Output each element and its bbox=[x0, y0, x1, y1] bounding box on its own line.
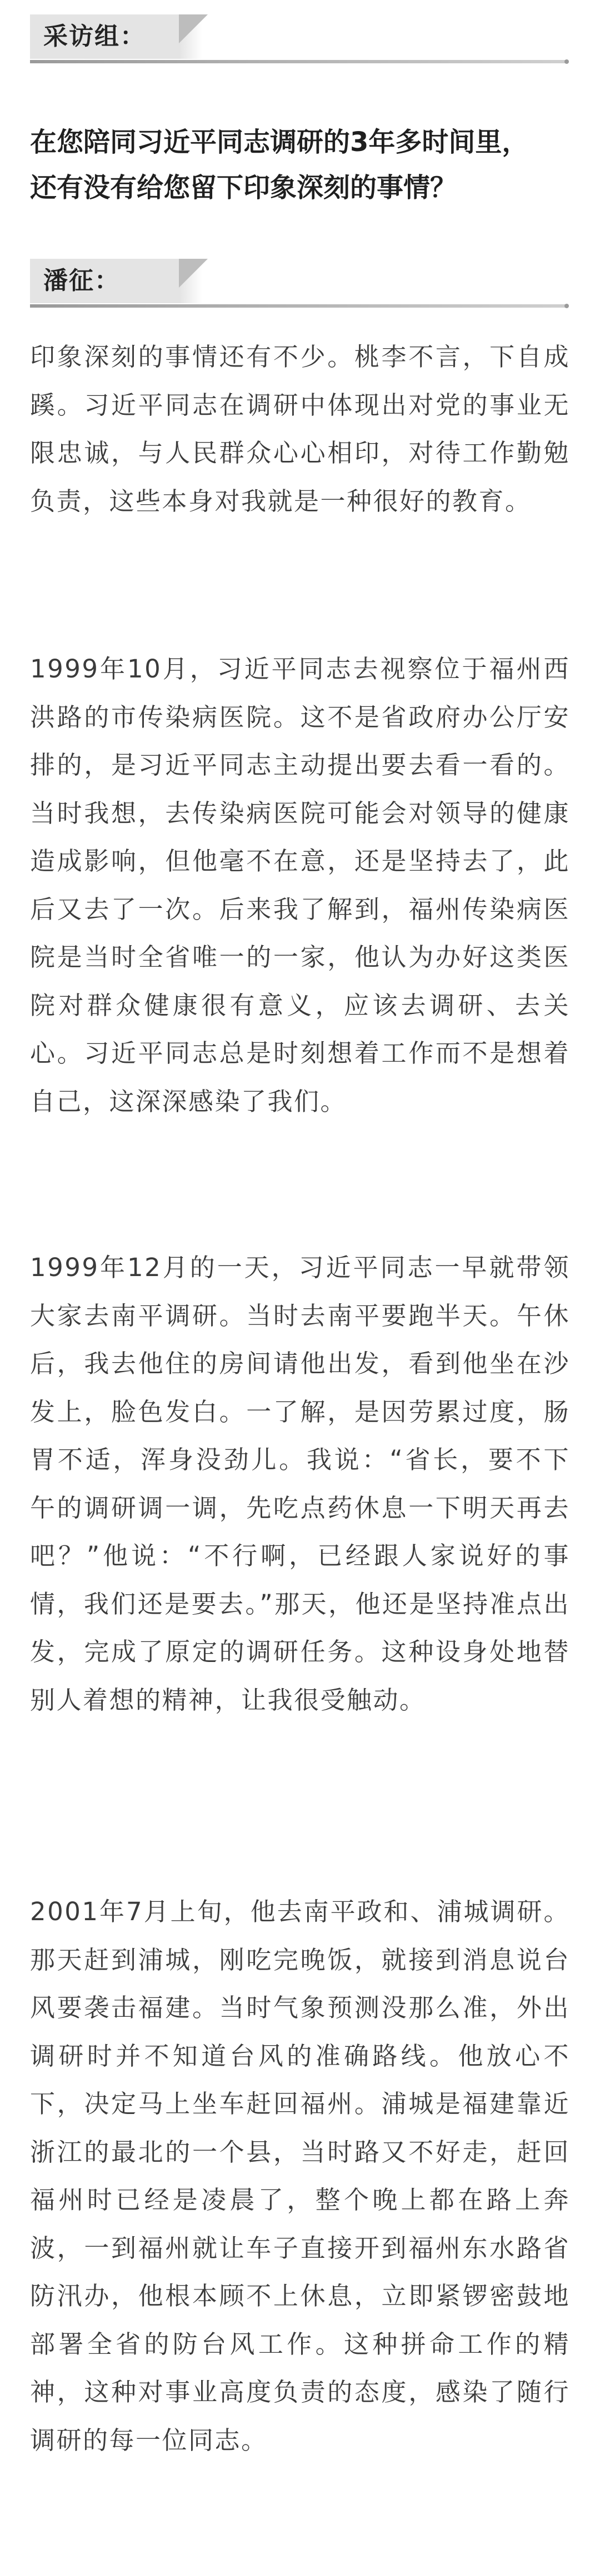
interviewer-tag-block bbox=[30, 14, 570, 76]
divider-end-dot bbox=[564, 59, 569, 64]
answer-paragraph-2: 1999年10月，习近平同志去视察位于福州西洪路的市传染病医院。这不是省政府办公厅安排的，是习近平同志主动提出要去看一看的。当时我想，去传染病医院可能会对领导的健康造成影响，但他毫不在意，还是坚持去了，此后又去了一次。后来我了解到，福州传染病医院是当时全省唯一的一家，他认为办好这类医院对群众健康很有意义，应该去调研、去关心。习近平同志总是时刻想着工作而不是想着自己，这深深感染了我们。 bbox=[30, 654, 570, 1116]
divider-end-dot bbox=[564, 304, 569, 308]
divider-rule bbox=[30, 60, 567, 63]
interviewer-label: 采访组： bbox=[30, 14, 180, 59]
question-line-1: 在您陪同习近平同志调研的3年多时间里， bbox=[30, 127, 529, 158]
folded-corner-icon bbox=[179, 259, 208, 288]
answer-paragraph-1: 印象深刻的事情还有不少。桃李不言，下自成蹊。习近平同志在调研中体现出对党的事业无限忠诚，与人民群众心心相印，对待工作勤勉负责，这些本身对我就是一种很好的教育。 bbox=[30, 342, 570, 516]
answer-paragraph-3: 1999年12月的一天，习近平同志一早就带领大家去南平调研。当时去南平要跑半天。午休后，我去他住的房间请他出发，看到他坐在沙发上，脸色发白。一了解，是因劳累过度，肠胃不适，浑身没劲儿。我说：“省长，要不下午的调研调一调，先吃点药休息一下明天再去吧？”他说：“不行啊，已经跟人家说好的事情，我们还是要去。”那天，他还是坚持准点出发，完成了原定的调研任务。这种设身处地替别人着想的精神，让我很受触动。 bbox=[30, 1253, 570, 1715]
answer-paragraph-4: 2001年7月上旬，他去南平政和、浦城调研。那天赶到浦城，刚吃完晚饭，就接到消息说台风要袭击福建。当时气象预测没那么准，外出调研时并不知道台风的准确路线。他放心不下，决定马上坐车赶回福州。浦城是福建靠近浙江的最北的一个县，当时路又不好走，赶回福州时已经是凌晨了，整个晚上都在路上奔波，一到福州就让车子直接开到福州东水路省防汛办，他根本顾不上休息，立即紧锣密鼓地部署全省的防台风工作。这种拼命工作的精神，这种对事业高度负责的态度，感染了随行调研的每一位同志。 bbox=[30, 1897, 570, 2455]
respondent-label: 潘征： bbox=[30, 259, 180, 303]
question-line-2: 还有没有给您留下印象深刻的事情？ bbox=[30, 172, 457, 203]
interview-question bbox=[30, 119, 570, 210]
folded-corner-icon bbox=[179, 14, 208, 43]
respondent-tag-block bbox=[30, 259, 570, 320]
divider-rule bbox=[30, 304, 567, 308]
